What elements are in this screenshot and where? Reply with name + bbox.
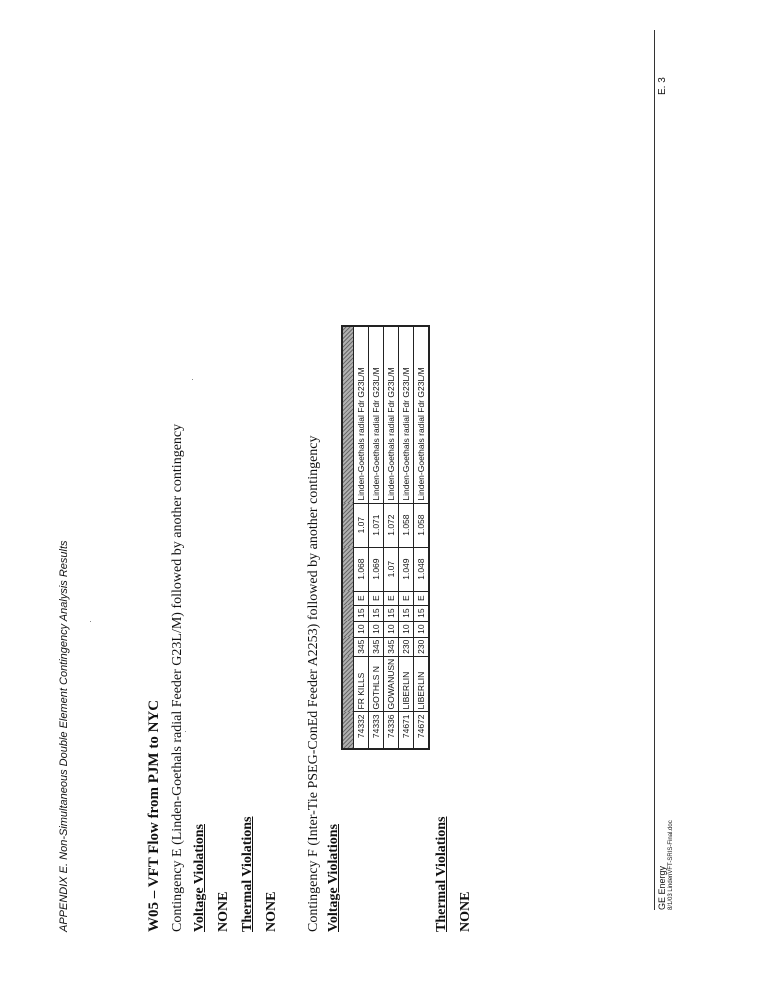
post-voltage-cell: 1.058 [399, 503, 414, 547]
table-row [399, 326, 414, 749]
criteria-cell: E [414, 591, 430, 605]
table-row [354, 326, 369, 749]
contingency-cell: Linden-Goethals radial Fdr G23L/M [354, 326, 369, 503]
zone-cell: 15 [414, 605, 430, 621]
zone-cell: 15 [354, 605, 369, 621]
contingency-cell: Linden-Goethals radial Fdr G23L/M [384, 326, 399, 503]
area-cell: 10 [354, 621, 369, 637]
footer-filename: 8/1/03 LindenVFT-SRIS-Final.doc [668, 820, 674, 910]
kv-cell: 345 [369, 637, 384, 656]
contingency-cell: Linden-Goethals radial Fdr G23L/M [369, 326, 384, 503]
bus-number-cell: 74672 [414, 712, 430, 749]
pre-voltage-cell: 1.048 [414, 547, 430, 591]
contingency-e-title: Contingency E (Linden-Goethals radial Feeder G23L/M) followed by another contingency [170, 423, 185, 932]
contingency-e-voltage-label: Voltage Violations [192, 824, 207, 932]
criteria-cell: E [384, 591, 399, 605]
post-voltage-cell: 1.072 [384, 503, 399, 547]
zone-cell: 15 [369, 605, 384, 621]
zone-cell: 15 [384, 605, 399, 621]
kv-cell: 345 [384, 637, 399, 656]
pre-voltage-cell: 1.049 [399, 547, 414, 591]
bus-name-cell: LIBERLIN [414, 656, 430, 712]
appendix-title: APPENDIX E. Non-Simultaneous Double Element Contingency Analysis Results [58, 540, 70, 932]
contingency-e-thermal-value: NONE [264, 891, 279, 932]
contingency-f-thermal-label: Thermal Violations [434, 816, 449, 932]
area-cell: 10 [384, 621, 399, 637]
contingency-cell: Linden-Goethals radial Fdr G23L/M [399, 326, 414, 503]
contingency-f-title: Contingency F (Inter-Tie PSEG-ConEd Feeder A2253) followed by another contingency [306, 435, 321, 932]
bus-number-cell: 74332 [354, 712, 369, 749]
kv-cell: 230 [414, 637, 430, 656]
post-voltage-cell: 1.071 [369, 503, 384, 547]
bus-number-cell: 74671 [399, 712, 414, 749]
contingency-f-voltage-label: Voltage Violations [326, 824, 341, 932]
footer-company: GE Energy [657, 865, 667, 910]
area-cell: 10 [414, 621, 430, 637]
scan-speck [192, 379, 193, 380]
post-voltage-cell: 1.07 [354, 503, 369, 547]
kv-cell: 230 [399, 637, 414, 656]
footer-divider [654, 30, 655, 910]
scan-speck [90, 621, 91, 622]
area-cell: 10 [399, 621, 414, 637]
criteria-cell: E [399, 591, 414, 605]
pre-voltage-cell: 1.07 [384, 547, 399, 591]
bus-name-cell: GOWANUSN [384, 656, 399, 712]
table-row [414, 326, 430, 749]
contingency-cell: Linden-Goethals radial Fdr G23L/M [414, 326, 430, 503]
bus-name-cell: LIBERLIN [399, 656, 414, 712]
table-row [369, 326, 384, 749]
zone-cell: 15 [399, 605, 414, 621]
criteria-cell: E [354, 591, 369, 605]
table-row [384, 326, 399, 749]
page-number: E. 3 [657, 77, 668, 95]
post-voltage-cell: 1.058 [414, 503, 430, 547]
criteria-cell: E [369, 591, 384, 605]
bus-number-cell: 74336 [384, 712, 399, 749]
bus-name-cell: FR KILLS [354, 656, 369, 712]
pre-voltage-cell: 1.068 [354, 547, 369, 591]
contingency-e-voltage-value: NONE [216, 891, 231, 932]
contingency-e-thermal-label: Thermal Violations [240, 816, 255, 932]
table-header-row [342, 326, 354, 749]
area-cell: 10 [369, 621, 384, 637]
bus-number-cell: 74333 [369, 712, 384, 749]
voltage-violations-table [341, 325, 430, 750]
kv-cell: 345 [354, 637, 369, 656]
section-heading: W05 – VFT Flow from PJM to NYC [146, 699, 162, 932]
contingency-f-thermal-value: NONE [458, 891, 473, 932]
bus-name-cell: GOTHLS N [369, 656, 384, 712]
pre-voltage-cell: 1.069 [369, 547, 384, 591]
